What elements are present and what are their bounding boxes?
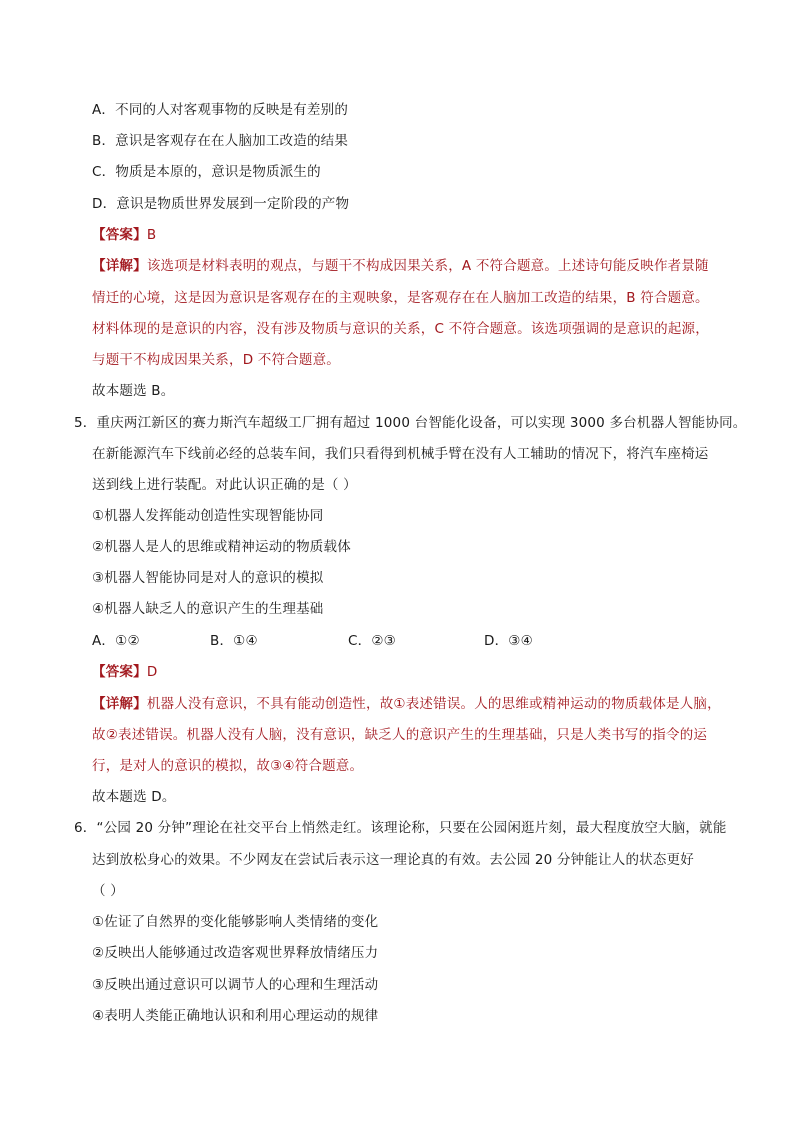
q4-option-d: D．意识是物质世界发展到一定阶段的产物 xyxy=(92,196,350,212)
q4-option-a: A．不同的人对客观事物的反映是有差别的 xyxy=(92,102,349,118)
q6-item-1: ①佐证了自然界的变化能够影响人类情绪的变化 xyxy=(92,914,379,930)
answer-value: D xyxy=(146,664,158,680)
q4-option-b: B．意识是客观存在在人脑加工改造的结果 xyxy=(92,133,349,149)
detail-text: 机器人没有意识，不具有能动创造性，故①表述错误。人的思维或精神运动的物质载体是人脑， xyxy=(146,696,721,712)
q6-item-2: ②反映出人能够通过改造客观世界释放情绪压力 xyxy=(92,945,379,961)
q5-choice-c: C．②③ xyxy=(348,633,396,649)
q6-stem-line-3: （ ） xyxy=(92,883,124,899)
q4-detail-line-1 xyxy=(92,256,709,276)
q5-detail-line-2: 故②表述错误。机器人没有人脑，没有意识，缺乏人的意识产生的生理基础，只是人类书写的指令的运 xyxy=(92,727,708,743)
answer-tag: 【答案】 xyxy=(92,664,147,680)
q4-option-c: C．物质是本原的，意识是物质派生的 xyxy=(92,164,321,180)
q5-item-2: ②机器人是人的思维或精神运动的物质载体 xyxy=(92,539,351,555)
q5-conclusion: 故本题选 D。 xyxy=(92,789,176,805)
q4-conclusion: 故本题选 B。 xyxy=(92,383,175,399)
q5-item-3: ③机器人智能协同是对人的意识的模拟 xyxy=(92,570,324,586)
answer-tag: 【答案】 xyxy=(92,227,147,243)
answer-value: B xyxy=(146,227,157,243)
q4-detail-line-2: 情迁的心境，这是因为意识是客观存在的主观映象，是客观存在在人脑加工改造的结果，B 符合题意。 xyxy=(92,290,709,306)
q6-item-3: ③反映出通过意识可以调节人的心理和生理活动 xyxy=(92,977,379,993)
q5-choice-b: B．①④ xyxy=(210,633,258,649)
detail-text: 该选项是材料表明的观点，与题干不构成因果关系，A 不符合题意。上述诗句能反映作者景随 xyxy=(146,258,709,274)
q4-detail-line-4: 与题干不构成因果关系，D 不符合题意。 xyxy=(92,352,340,368)
q5-detail-line-1 xyxy=(92,694,721,714)
q5-stem-line-3: 送到线上进行装配。对此认识正确的是（ ） xyxy=(92,477,357,493)
q5-choice-d: D．③④ xyxy=(484,633,533,649)
q6-item-4: ④表明人类能正确地认识和利用心理运动的规律 xyxy=(92,1008,379,1024)
q5-stem-line-1: 5．重庆两江新区的赛力斯汽车超级工厂拥有超过 1000 台智能化设备，可以实现 3000 多台机器人智能协同。 xyxy=(74,415,747,431)
q5-item-1: ①机器人发挥能动创造性实现智能协同 xyxy=(92,508,324,524)
q5-answer xyxy=(92,662,157,682)
q6-stem-line-1: 6．“公园 20 分钟”理论在社交平台上悄然走红。该理论称，只要在公园闲逛片刻，最大程度放空大脑，就能 xyxy=(74,820,727,836)
q6-stem-line-2: 达到放松身心的效果。不少网友在尝试后表示这一理论真的有效。去公园 20 分钟能让人的状态更好 xyxy=(92,852,694,868)
q5-stem-line-2: 在新能源汽车下线前必经的总装车间，我们只看得到机械手臂在没有人工辅助的情况下，将汽车座椅运 xyxy=(92,446,709,462)
q5-choice-a: A．①② xyxy=(92,633,140,649)
q4-detail-line-3: 材料体现的是意识的内容，没有涉及物质与意识的关系，C 不符合题意。该选项强调的是意识的起源， xyxy=(92,321,709,337)
q5-item-4: ④机器人缺乏人的意识产生的生理基础 xyxy=(92,601,324,617)
detail-tag: 【详解】 xyxy=(92,258,147,274)
q4-answer xyxy=(92,225,156,245)
q5-detail-line-3: 行，是对人的意识的模拟，故③④符合题意。 xyxy=(92,758,364,774)
detail-tag: 【详解】 xyxy=(92,696,147,712)
